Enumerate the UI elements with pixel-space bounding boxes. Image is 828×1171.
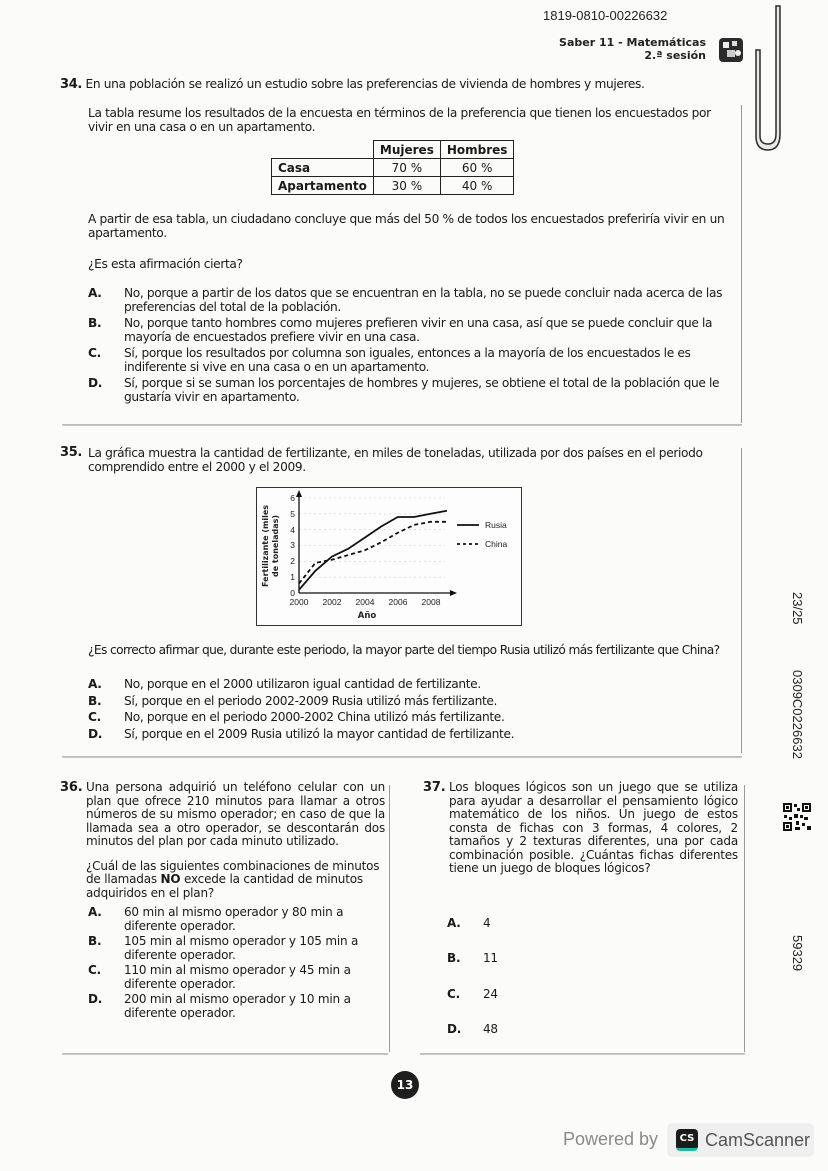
question-intro: En una población se realizó un estudio sobre las preferencias de vivienda de hombres y mujeres. xyxy=(85,77,645,91)
row-header: Apartamento xyxy=(272,177,374,195)
side-code: 0309C0226632 xyxy=(790,670,805,759)
svg-text:1: 1 xyxy=(290,572,295,582)
section-divider xyxy=(62,1053,388,1055)
option-d[interactable]: D. 200 min al mismo operador y 10 min a diferente operador. xyxy=(88,992,351,1020)
emphasis-no: NO xyxy=(160,872,181,886)
question-number: 37. xyxy=(423,780,446,795)
table-cell: 30 % xyxy=(373,177,440,195)
svg-text:4: 4 xyxy=(290,525,295,535)
option-c[interactable]: C. Sí, porque los resultados por columna son iguales, entonces a la mayoría de los encuestados le es indiferente si vive en una casa o en un apartamento. xyxy=(88,346,691,374)
camscanner-logo-icon: CS xyxy=(676,1129,698,1151)
column-header: Mujeres xyxy=(373,141,440,159)
side-number: 59329 xyxy=(790,935,805,972)
question-text: ¿Es correcto afirmar que, durante este periodo, la mayor parte del tiempo Rusia utilizó más fertilizante que China? xyxy=(88,643,720,657)
svg-text:de toneladas): de toneladas) xyxy=(271,514,280,578)
table-row xyxy=(272,177,514,195)
section-divider xyxy=(62,424,742,426)
option-b[interactable]: B. No, porque tanto hombres como mujeres prefieren vivir en una casa, así que se puede concluir que la mayoría de encuestados prefiere vivir en una casa. xyxy=(88,316,713,344)
question-number: 35. xyxy=(60,445,82,460)
question-intro: Una persona adquirió un teléfono celular con un plan que ofrece 210 minutos para llamar a otros números de su mismo operador; en caso de que la llamada sea a otro operador, se descontarán dos minutos del plan por cada minuto utilizado. xyxy=(86,780,385,848)
options-list xyxy=(88,287,738,404)
paper-clip-icon xyxy=(752,4,786,152)
options-list xyxy=(88,678,740,741)
exam-subject: Saber 11 - Matemáticas xyxy=(559,36,706,49)
svg-text:Fertilizante (miles: Fertilizante (miles xyxy=(261,504,270,588)
document-id: 1819-0810-00226632 xyxy=(543,8,668,23)
row-header: Casa xyxy=(272,159,374,177)
question-35 xyxy=(60,446,740,474)
page-number-badge: 13 xyxy=(391,1071,419,1099)
fertilizer-chart xyxy=(256,487,522,626)
option-c[interactable]: C. 110 min al mismo operador y 45 min a diferente operador. xyxy=(88,963,351,991)
exam-session: 2.ª sesión xyxy=(644,49,706,62)
option-d[interactable]: D. Sí, porque si se suman los porcentajes de hombres y mujeres, se obtiene el total de la población que le gustaría vivir en apartamento. xyxy=(88,376,720,404)
qr-code-icon xyxy=(782,802,812,832)
svg-text:2008: 2008 xyxy=(421,597,441,607)
option-b[interactable]: B. Sí, porque en el periodo 2002-2009 Rusia utilizó más fertilizante. xyxy=(88,693,498,708)
option-c[interactable]: C. 24 xyxy=(447,986,498,1001)
line-chart xyxy=(257,488,521,625)
options-list xyxy=(447,917,738,1037)
question-text: ¿Es esta afirmación cierta? xyxy=(88,257,243,271)
question-text: ¿Cuál de las siguientes combinaciones de minutos de llamadas NO excede la cantidad de minutos adquiridos en el plan? xyxy=(86,858,380,900)
svg-text:2006: 2006 xyxy=(388,597,408,607)
svg-text:2: 2 xyxy=(290,556,295,566)
table-header-row xyxy=(272,141,514,159)
svg-text:5: 5 xyxy=(290,509,295,519)
x-axis-label: Año xyxy=(357,611,377,621)
column-header: Hombres xyxy=(440,141,514,159)
table-description: La tabla resume los resultados de la encuesta en términos de la preferencia que tienen los encuestados por vivir en una casa o en un apartamento. xyxy=(88,106,711,134)
svg-text:6: 6 xyxy=(290,493,295,503)
exam-logo-icon xyxy=(718,37,744,63)
svg-text:2002: 2002 xyxy=(322,597,342,607)
claim-text: A partir de esa tabla, un ciudadano concluye que más del 50 % de todos los encuestados preferiría vivir en un apartamento. xyxy=(88,212,725,240)
powered-by-text: Powered by xyxy=(563,1129,659,1149)
svg-text:3: 3 xyxy=(290,540,295,550)
svg-text:2004: 2004 xyxy=(355,597,375,607)
legend-china-label: China xyxy=(485,539,508,549)
question-number: 36. xyxy=(60,780,83,795)
svg-text:2000: 2000 xyxy=(289,597,309,607)
question-37 xyxy=(423,781,738,1037)
table-row xyxy=(272,159,514,177)
question-34 xyxy=(60,77,740,404)
question-intro: Los bloques lógicos son un juego que se utiliza para ayudar a desarrollar el pensamiento lógico matemático de los niños. Un juego de estos consta de fichas con 3 formas, 4 colores, 2 tamaños y 2 texturas diferentes, una por cada combinación posible. ¿Cuántas fichas diferentes tiene un juego de bloques lógicos? xyxy=(449,780,738,875)
preference-table xyxy=(271,140,514,195)
legend-rusia-label: Rusia xyxy=(485,520,507,530)
option-a[interactable]: A. No, porque a partir de los datos que se encuentran en la tabla, no se puede concluir nada acerca de las preferencias del total de la población. xyxy=(88,286,723,314)
option-a[interactable]: A. No, porque en el 2000 utilizaron igual cantidad de fertilizante. xyxy=(88,677,481,691)
options-list xyxy=(88,906,385,1020)
svg-text:0: 0 xyxy=(290,588,295,598)
table-cell: 40 % xyxy=(440,177,514,195)
column-border xyxy=(389,785,390,1052)
table-cell: 70 % xyxy=(373,159,440,177)
question-intro: La gráfica muestra la cantidad de fertilizante, en miles de toneladas, utilizada por dos países en el periodo comprendido entre el 2000 y el 2009. xyxy=(88,446,703,474)
section-border xyxy=(741,448,742,753)
option-b[interactable]: B. 11 xyxy=(447,951,498,965)
option-c[interactable]: C. No, porque en el periodo 2000-2002 China utilizó más fertilizante. xyxy=(88,710,505,724)
question-36 xyxy=(60,781,385,1020)
section-divider xyxy=(420,1053,745,1055)
section-divider xyxy=(62,756,742,758)
option-d[interactable]: D. Sí, porque en el 2009 Rusia utilizó la mayor cantidad de fertilizante. xyxy=(88,726,515,741)
camscanner-badge[interactable] xyxy=(667,1123,814,1157)
side-page-fraction: 23/25 xyxy=(790,592,805,625)
column-border xyxy=(744,785,745,1052)
option-a[interactable]: A. 60 min al mismo operador y 80 min a diferente operador. xyxy=(88,905,344,933)
option-a[interactable]: A. 4 xyxy=(447,915,491,930)
section-border xyxy=(741,105,742,423)
camscanner-name: CamScanner xyxy=(705,1129,811,1150)
question-number: 34. xyxy=(60,77,82,92)
option-d[interactable]: D. 48 xyxy=(447,1022,498,1036)
table-cell: 60 % xyxy=(440,159,514,177)
question-35-body xyxy=(88,643,740,741)
option-b[interactable]: B. 105 min al mismo operador y 105 min a diferente operador. xyxy=(88,934,359,962)
exam-title xyxy=(559,36,706,62)
